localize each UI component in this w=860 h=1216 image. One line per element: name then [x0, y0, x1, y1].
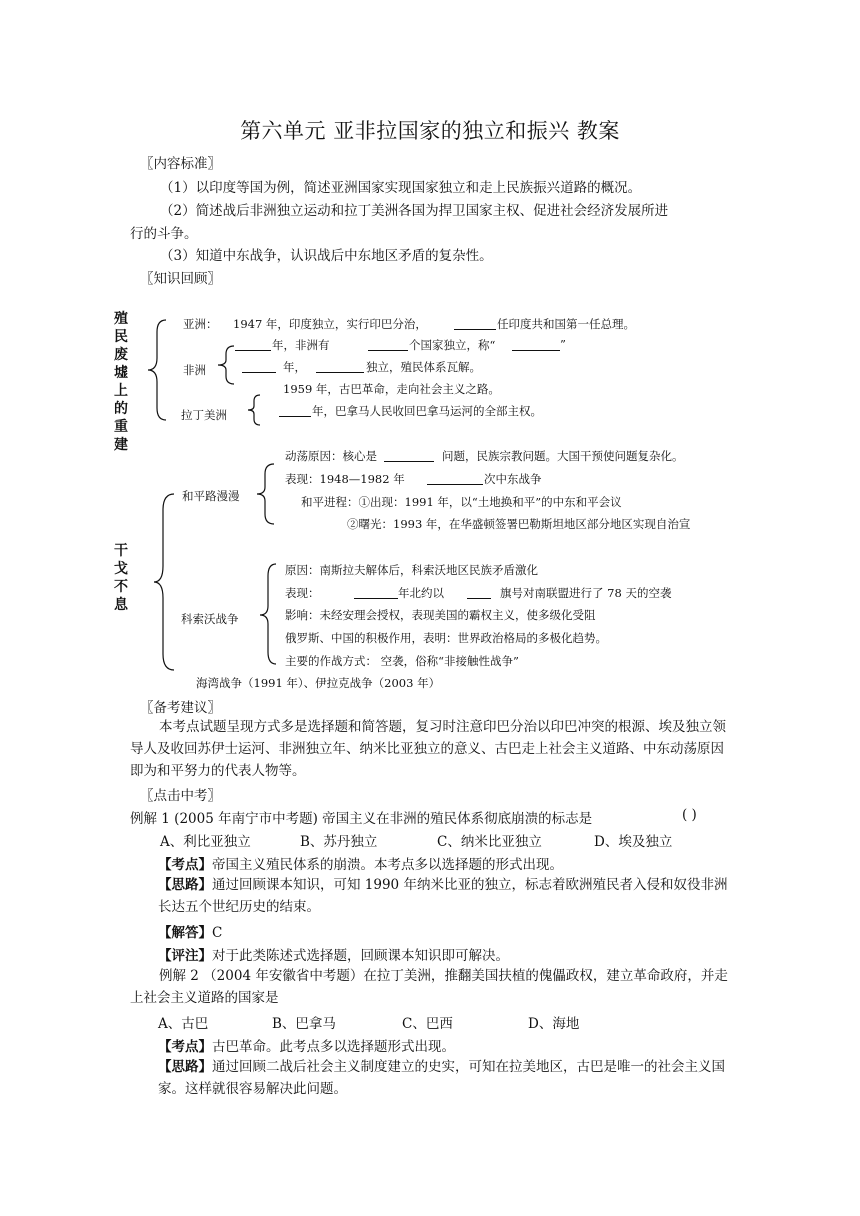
ex1-kaodian-text: 帝国主义殖民体系的崩溃。本考点多以选择题的形式出现。 — [212, 857, 563, 873]
ex1-silu-tag: 【思路】 — [158, 877, 212, 893]
ex2-kaodian-tag: 【考点】 — [158, 1039, 212, 1055]
ex2-option-a: A、古巴 — [158, 1016, 209, 1032]
blank-africa-year-name — [512, 350, 560, 351]
ex1-kaodian — [158, 853, 563, 873]
ex2-question: 例解 2 （2004 年安徽省中考题）在拉丁美洲，推翻美国扶植的傀儡政权，建立革命政府，并走上社会主义道路的国家是 — [130, 968, 728, 1006]
standard-item-2-cont: 行的斗争。 — [130, 226, 198, 242]
kosovo-3: 影响：未经安理会授权，表现美国的霸权主义，使多级化受阻 — [285, 608, 596, 622]
blank-nato-banner — [467, 598, 491, 599]
peace-2a: 表现：1948—1982 年 — [285, 472, 405, 486]
africa-label: 非洲 — [183, 363, 206, 377]
africa-1a: 年，非洲有 — [272, 338, 330, 352]
peace-1b: 问题，民族宗教问题。大国干预使问题复杂化。 — [442, 449, 684, 463]
standard-item-3: （3）知道中东战争，认识战后中东地区矛盾的复杂性。 — [160, 248, 493, 264]
kosovo-label: 科索沃战争 — [181, 612, 239, 626]
ex1-jieda-tag: 【解答】 — [158, 925, 212, 941]
exam-heading: 〖点击中考〗 — [140, 788, 221, 804]
diagram1-vertical-title: 殖民废墟上的重建 — [114, 311, 128, 453]
peace-1a: 动荡原因：核心是 — [285, 449, 377, 463]
ex1-silu — [158, 874, 734, 918]
blank-africa-year — [235, 350, 271, 351]
ex1-pingzhu — [158, 944, 509, 964]
ex1-option-d: D、埃及独立 — [594, 834, 673, 850]
latam-1: 1959 年，古巴革命，走向社会主义之路。 — [283, 382, 500, 396]
ex2-option-d: D、海地 — [528, 1016, 580, 1032]
blank-panama-year — [279, 416, 311, 417]
ex1-option-a: A、利比亚独立 — [160, 834, 251, 850]
blank-africa-count — [368, 350, 408, 351]
ex1-jieda — [158, 921, 222, 941]
ex2-option-c: C、巴西 — [402, 1016, 453, 1032]
africa-2b: 独立，殖民体系瓦解。 — [366, 360, 481, 374]
ex2-kaodian-text: 古巴革命。此考点多以选择题形式出现。 — [212, 1039, 455, 1055]
ex1-option-b: B、苏丹独立 — [300, 834, 378, 850]
kosovo-2c: 旗号对南联盟进行了 78 天的空袭 — [500, 586, 672, 600]
asia-text-a: 1947 年，印度独立，实行印巴分治， — [233, 317, 427, 331]
ex2-silu-tag: 【思路】 — [158, 1059, 212, 1075]
asia-label: 亚洲： — [183, 317, 218, 331]
peace-2b: 次中东战争 — [484, 472, 542, 486]
ex2-option-b: B、巴拿马 — [272, 1016, 336, 1032]
africa-1c: ” — [560, 337, 566, 351]
blank-war-count — [427, 484, 483, 485]
peace-3: 和平进程：①出现：1991 年，以“土地换和平”的中东和平会议 — [301, 495, 622, 509]
ex1-pingzhu-tag: 【评注】 — [158, 948, 212, 964]
peace-brace — [252, 462, 278, 526]
peace-label: 和平路漫漫 — [182, 489, 240, 503]
page-title: 第六单元 亚非拉国家的独立和振兴 教案 — [240, 119, 620, 143]
ex1-answer-paren: ( ) — [682, 807, 697, 823]
kosovo-1: 原因：南斯拉夫解体后，科索沃地区民族矛盾激化 — [285, 563, 538, 577]
latam-brace — [244, 393, 264, 427]
ex2-silu-text: 通过回顾二战后社会主义制度建立的史实，可知在拉美地区，古巴是唯一的社会主义国家。这样就很容易解决此问题。 — [158, 1059, 725, 1097]
ex1-jieda-text: C — [212, 925, 223, 941]
content-standard-heading: 〖内容标准〗 — [140, 156, 221, 172]
ex1-option-c: C、纳米比亚独立 — [437, 834, 542, 850]
ex1-silu-text: 通过回顾课本知识，可知 1990 年纳米比亚的独立，标志着欧洲殖民者入侵和奴役非洲长达五个世纪历史的结束。 — [158, 877, 728, 915]
ex2-silu — [158, 1056, 734, 1100]
review-heading: 〖知识回顾〗 — [140, 271, 221, 287]
latam-2: 年，巴拿马人民收回巴拿马运河的全部主权。 — [312, 404, 542, 418]
kosovo-4: 俄罗斯、中国的积极作用，表明：世界政治格局的多极化趋势。 — [285, 631, 607, 645]
africa-1b: 个国家独立，称“ — [409, 338, 496, 352]
gulf-wars: 海湾战争（1991 年）、伊拉克战争（2003 年） — [196, 676, 441, 690]
blank-core-issue — [384, 461, 434, 462]
kosovo-5: 主要的作战方式： 空袭，俗称“非接触性战争” — [285, 654, 519, 668]
diagram2-vertical-title: 干戈不息 — [114, 543, 128, 613]
diagram2-main-brace — [148, 492, 178, 674]
standard-item-1: （1）以印度等国为例，简述亚洲国家实现国家独立和走上民族振兴道路的概况。 — [160, 180, 642, 196]
latam-label: 拉丁美洲 — [181, 408, 227, 422]
ex1-kaodian-tag: 【考点】 — [158, 857, 212, 873]
kosovo-2a: 表现： — [285, 586, 320, 600]
africa-2a: 年， — [283, 360, 306, 374]
blank-africa-year2 — [242, 372, 276, 373]
diagram1-main-brace — [140, 318, 170, 423]
blank-nato-year — [354, 598, 398, 599]
advice-text: 本考点试题呈现方式多是选择题和简答题，复习时注意印巴分治以印巴冲突的根源、埃及独立领导人及收回苏伊士运河、非洲独立年、纳米比亚独立的意义、古巴走上社会主义道路、中东动荡原因即为和平努力的代表人物等。 — [130, 719, 726, 779]
ex1-question: 例解 1 (2005 年南宁市中考题) 帝国主义在非洲的殖民体系彻底崩溃的标志是 — [130, 811, 593, 827]
blank-nehru — [454, 329, 496, 330]
ex2-kaodian — [158, 1035, 455, 1055]
peace-4: ②曙光：1993 年，在华盛顿签署巴勒斯坦地区部分地区实现自治宣 — [347, 517, 691, 531]
kosovo-2b: 年北约以 — [398, 586, 444, 600]
ex1-pingzhu-text: 对于此类陈述式选择题，回顾课本知识即可解决。 — [212, 948, 509, 964]
kosovo-brace — [256, 562, 280, 666]
asia-text-b: 任印度共和国第一任总理。 — [497, 317, 635, 331]
blank-africa-country — [316, 372, 364, 373]
advice-heading: 〖备考建议〗 — [140, 700, 221, 716]
standard-item-2: （2）简述战后非洲独立运动和拉丁美洲各国为捍卫国家主权、促进社会经济发展所进 — [160, 203, 669, 219]
